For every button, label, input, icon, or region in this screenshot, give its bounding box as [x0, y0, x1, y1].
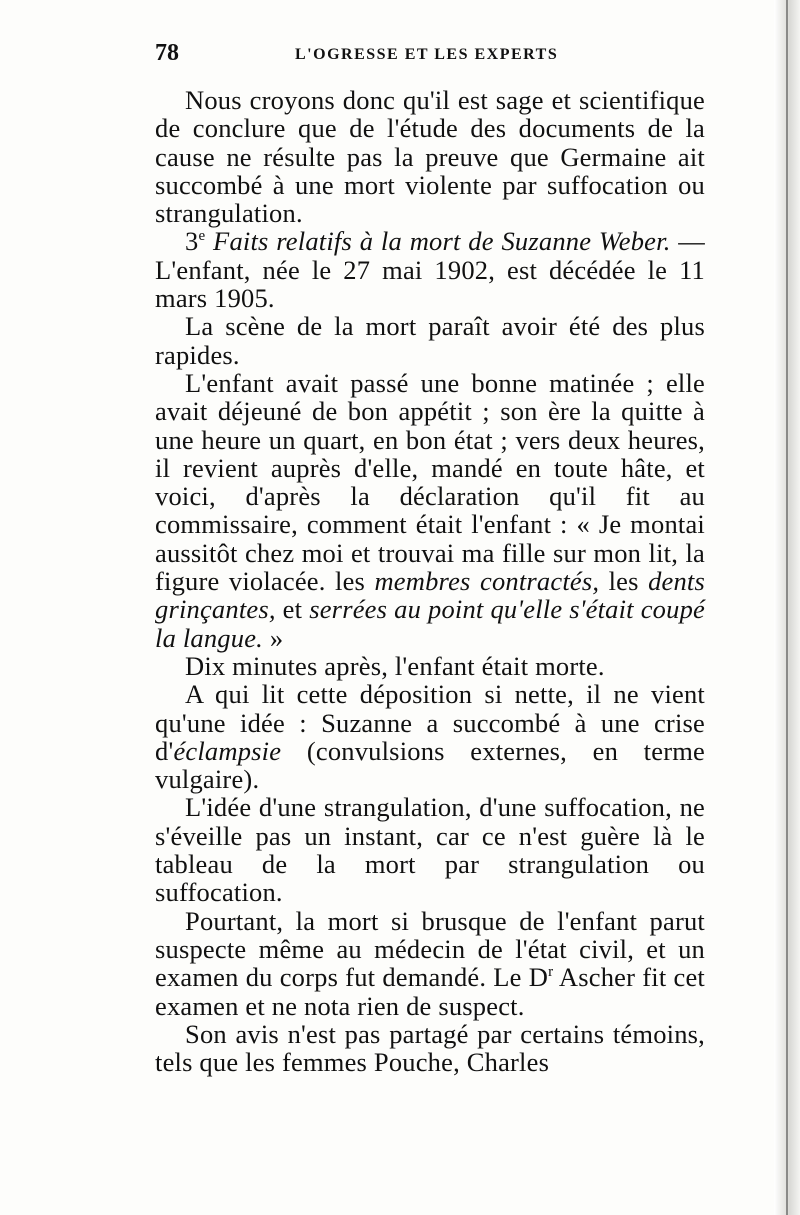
paragraph-9: Son avis n'est pas partagé par certains témoins, tels que les femmes Pouche, Charles [155, 1018, 705, 1078]
paragraph-8: Pourtant, la mort si brusque de l'enfant parut suspecte même au médecin de l'état civil, et un examen du corps fut demandé. Le $D^r$ Ascher fit cet examen et ne nota rien de suspect. [155, 905, 705, 1021]
paragraph-3: La scène de la mort paraît avoir été des plus rapides. [155, 311, 705, 370]
page-edge [774, 0, 800, 1215]
page-number: 78 [155, 40, 179, 66]
paragraph-2: 3e Faits relatifs à la mort de Suzanne Weber. — L'enfant, née le 27 mai 1902, est décédée le 11 mars 1905. [155, 226, 705, 314]
paragraph-5: Dix minutes après, l'enfant était morte. [185, 650, 605, 681]
paragraph-7: L'idée d'une strangulation, d'une suffocation, ne s'éveille pas un instant, car ce n'est guère là le tableau de la mort par strangulation ou suffocation. [155, 792, 705, 908]
paragraph-4: L'enfant avait passé une bonne matinée ; elle avait déjeuné de bon appétit ; son ère la quitte à une heure un quart, en bon état ; vers deux heures, il revient auprès d'elle, mandé en toute hâte, et voici, d'après la déclaration qu'il fit au commissaire, comment était l'enfant : « Je montai aussitôt chez moi et trouvai ma fille sur mon lit, la figure violacée. les membres contractés, les dents grinçantes, et serrées au point qu'elle s'était coupé la langue. » [155, 367, 705, 653]
paragraph-6: A qui lit cette déposition si nette, il ne vient qu'une idée : Suzanne a succombé à une crise d'éclampsie (convulsions externes, en terme vulgaire). [155, 679, 705, 795]
body-text [155, 86, 705, 1076]
running-title: L'OGRESSE ET LES EXPERTS [295, 46, 559, 63]
page-header [155, 40, 710, 70]
paragraph-1: Nous croyons donc qu'il est sage et scientifique de conclure que de l'étude des documents de la cause ne résulte pas la preuve que Germaine ait succombé à une mort violente par suffocation ou strangulation. [155, 85, 705, 229]
